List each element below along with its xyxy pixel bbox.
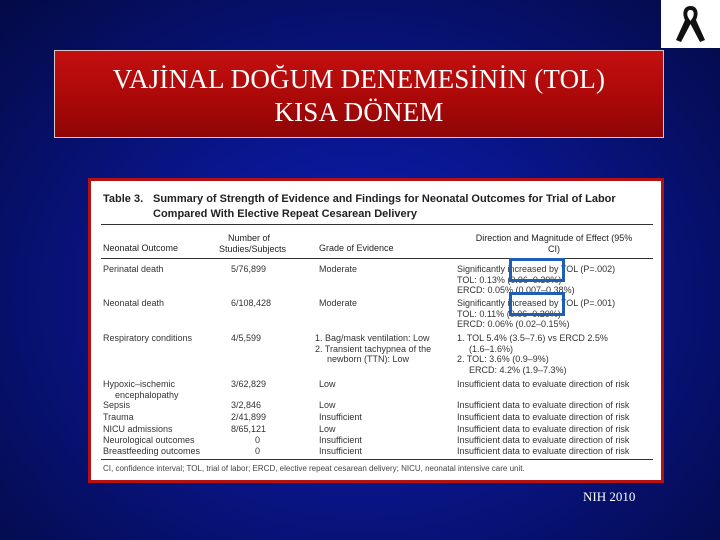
header-outcome: Neonatal Outcome: [103, 243, 179, 253]
row-hypoxic-studies: 3/62,829: [231, 379, 267, 389]
table-title-line-1: Summary of Strength of Evidence and Findings for Neonatal Outcomes for Trial of Labor: [153, 193, 616, 205]
row-breastfeeding-studies: 0: [255, 446, 261, 456]
row-neonatal-outcome: Neonatal death: [103, 298, 165, 308]
row-neonatal-studies: 6/108,428: [231, 298, 272, 308]
row-perinatal-direction-1: Significantly increased by TOL (P=.002): [457, 264, 616, 274]
header-studies: Number of Studies/Subjects: [219, 233, 287, 254]
row-respiratory-outcome: Respiratory conditions: [103, 333, 193, 343]
row-hypoxic-outcome-2: encephalopathy: [115, 389, 179, 400]
row-hypoxic-direction: Insufficient data to evaluate direction of risk: [457, 379, 630, 389]
highlight-box-neonatal: [509, 292, 565, 316]
row-nicu-direction: Insufficient data to evaluate direction of risk: [457, 424, 630, 434]
row-nicu-outcome: NICU admissions: [103, 424, 173, 434]
row-respiratory-grade-2: 2. Transient tachypnea of the: [315, 343, 432, 354]
row-perinatal-outcome: Perinatal death: [103, 264, 164, 274]
row-respiratory-direction-2: (1.6–1.6%): [469, 343, 514, 354]
row-breastfeeding-grade: Insufficient: [319, 446, 362, 456]
table-title: [103, 192, 643, 222]
table-footnote: CI, confidence interval; TOL, trial of labor; ERCD, elective repeat cesarean delivery; NICU, neonatal intensive care unit.: [103, 464, 525, 473]
row-respiratory-direction-1: 1. TOL 5.4% (3.5–7.6) vs ERCD 2.5%: [457, 333, 608, 343]
row-neurological-outcome: Neurological outcomes: [103, 435, 195, 445]
row-trauma-outcome: Trauma: [103, 412, 134, 422]
awareness-ribbon-logo: [661, 0, 720, 48]
evidence-table: [88, 178, 664, 483]
row-neonatal-grade: Moderate: [319, 298, 358, 308]
source-citation: NIH 2010: [583, 489, 636, 504]
row-perinatal-direction-2: TOL: 0.13% (0.06–0.30%): [457, 274, 562, 285]
row-hypoxic-grade: Low: [319, 379, 336, 389]
title-line-2: KISA DÖNEM: [274, 97, 444, 127]
table-rule-top: [101, 224, 653, 225]
header-grade: Grade of Evidence: [319, 243, 394, 253]
row-respiratory-direction-3: 2. TOL: 3.6% (0.9–9%): [457, 354, 549, 364]
row-respiratory-grade-3: newborn (TTN): Low: [327, 354, 410, 364]
row-neurological-grade: Insufficient: [319, 435, 362, 445]
row-respiratory-grade-1: 1. Bag/mask ventilation: Low: [315, 333, 430, 343]
row-neurological-studies: 0: [255, 435, 261, 445]
row-respiratory-direction-4: ERCD: 4.2% (1.9–7.3%): [469, 364, 567, 375]
row-breastfeeding-outcome: Breastfeeding outcomes: [103, 446, 201, 456]
title-line-1: VAJİNAL DOĞUM DENEMESİNİN (TOL): [112, 64, 606, 94]
table-rule-header: [101, 258, 653, 259]
row-neonatal-direction-2: TOL: 0.11% (0.06–0.20%): [457, 308, 561, 319]
row-trauma-direction: Insufficient data to evaluate direction of risk: [457, 412, 630, 422]
row-perinatal-direction-3: ERCD: 0.05% (0.007–0.38%): [457, 285, 575, 295]
table-label: Table 3.: [103, 193, 144, 205]
table-rule-bottom: [101, 459, 653, 460]
slide-title: [54, 50, 664, 138]
row-sepsis-studies: 3/2,846: [231, 400, 262, 410]
row-neonatal-direction-1: Significantly increased by TOL (P=.001): [457, 298, 616, 308]
highlight-box-perinatal: [509, 258, 565, 282]
row-sepsis-outcome: Sepsis: [103, 400, 131, 410]
header-direction: Direction and Magnitude of Effect (95% CI): [475, 233, 633, 254]
row-trauma-studies: 2/41,899: [231, 412, 267, 422]
table-title-line-2: Compared With Elective Repeat Cesarean Delivery: [153, 208, 418, 220]
row-respiratory-studies: 4/5,599: [231, 333, 262, 343]
row-neonatal-direction-3: ERCD: 0.06% (0.02–0.15%): [457, 319, 570, 329]
row-nicu-grade: Low: [319, 424, 336, 434]
row-breastfeeding-direction: Insufficient data to evaluate direction of risk: [457, 446, 630, 456]
row-neurological-direction: Insufficient data to evaluate direction of risk: [457, 435, 630, 445]
row-perinatal-studies: 5/76,899: [231, 264, 267, 274]
row-nicu-studies: 8/65,121: [231, 424, 267, 434]
awareness-ribbon-icon: [661, 0, 720, 48]
row-perinatal-grade: Moderate: [319, 264, 358, 274]
row-trauma-grade: Insufficient: [319, 412, 362, 422]
row-sepsis-grade: Low: [319, 400, 336, 410]
row-hypoxic-outcome-1: Hypoxic–ischemic: [103, 379, 176, 389]
row-sepsis-direction: Insufficient data to evaluate direction of risk: [457, 400, 630, 410]
